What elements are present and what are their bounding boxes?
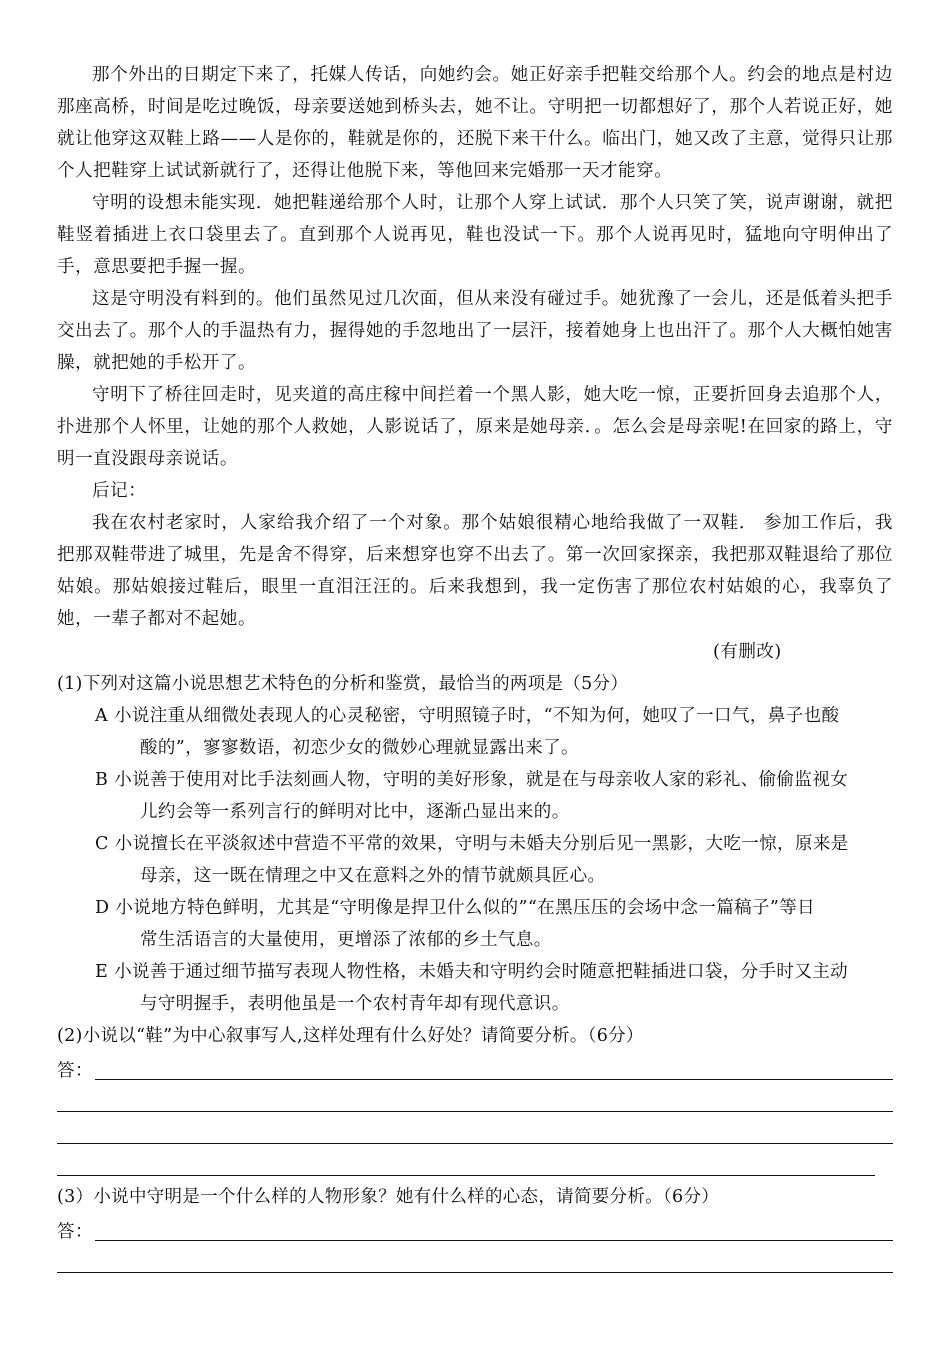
story-paragraph-2: 守明的设想未能实现．她把鞋递给那个人时，让那个人穿上试试．那个人只笑了笑，说声谢谢，就把鞋竖着插进上衣口袋里去了。直到那个人说再见，鞋也没试一下。那个人说再见时，猛地向守明伸出了手，意思要把手握一握。 (57, 193, 893, 277)
afterword-heading: 后记： (92, 481, 147, 501)
question-2-answer-line-1[interactable] (95, 1079, 893, 1080)
question-2-answer-label: 答： (57, 1061, 93, 1081)
option-e (95, 956, 893, 1020)
option-b-line-2: 儿约会等一系列言行的鲜明对比中，逐渐凸显出来的。 (140, 802, 570, 822)
option-c-line-1: C 小说擅长在平淡叙述中营造不平常的效果，守明与未婚夫分别后见一黑影，大吃一惊，原来是 (95, 834, 849, 854)
option-c (95, 828, 893, 892)
option-a (95, 700, 893, 764)
option-d-line-1: D 小说地方特色鲜明，尤其是“守明像是捍卫什么似的”“在黑压压的会场中念一篇稿子”等日 (95, 898, 816, 918)
question-2-stem: (2)小说以“鞋”为中心叙事写人,这样处理有什么好处？请简要分析。（6分） (57, 1026, 644, 1046)
option-b-line-1: B 小说善于使用对比手法刻画人物，守明的美好形象，就是在与母亲收人家的彩礼、偷偷监视女 (95, 770, 849, 790)
question-2-answer-line-3[interactable] (57, 1143, 893, 1144)
option-b (95, 764, 893, 828)
source-note: (有删改) (713, 642, 782, 662)
question-2-answer-line-2[interactable] (57, 1111, 893, 1112)
question-1-stem: (1)下列对这篇小说思想艺术特色的分析和鉴赏，最恰当的两项是（5分） (57, 674, 629, 694)
option-d (95, 892, 893, 956)
story-paragraph-1: 那个外出的日期定下来了，托媒人传话，向她约会。她正好亲手把鞋交给那个人。约会的地点是村边那座高桥，时间是吃过晚饭，母亲要送她到桥头去，她不让。守明把一切都想好了，那个人若说正好，她就让他穿这双鞋上路——人是你的，鞋就是你的，还脱下来干什么。临出门，她又改了主意，觉得只让那个人把鞋穿上试试新就行了，还得让他脱下来，等他回来完婚那一天才能穿。 (57, 65, 893, 181)
story-paragraph-4: 守明下了桥往回走时，见夹道的高庄稼中间拦着一个黑人影，她大吃一惊，正要折回身去追那个人，扑进那个人怀里，让她的那个人救她，人影说话了，原来是她母亲．。怎么会是母亲呢!在回家的路上，守明一直没跟母亲说话。 (57, 385, 893, 469)
option-a-line-1: A 小说注重从细微处表现人的心灵秘密，守明照镜子时，“不知为何，她叹了一口气，鼻子也酸 (95, 706, 840, 726)
option-a-line-2: 酸的”，寥寥数语，初恋少女的微妙心理就显露出来了。 (140, 738, 579, 758)
option-e-line-2: 与守明握手，表明他虽是一个农村青年却有现代意识。 (140, 994, 570, 1014)
afterword-paragraph: 我在农村老家时，人家给我介绍了一个对象。那个姑娘很精心地给我做了一双鞋． 参加工作后，我把那双鞋带进了城里，先是舍不得穿，后来想穿也穿不出去了。第一次回家探亲，我把那双鞋退给了那位姑娘。那姑娘接过鞋后，眼里一直泪汪汪的。后来我想到，我一定伤害了那位农村姑娘的心，我辜负了她，一辈子都对不起她。 (57, 513, 893, 629)
option-c-line-2: 母亲，这一既在情理之中又在意料之外的情节就颇具匠心。 (140, 866, 606, 886)
question-3-stem: (3）小说中守明是一个什么样的人物形象？她有什么样的心态，请简要分析。（6分） (57, 1187, 720, 1207)
question-2-answer-line-4[interactable] (57, 1175, 875, 1176)
option-e-line-1: E 小说善于通过细节描写表现人物性格，未婚夫和守明约会时随意把鞋插进口袋，分手时又主动 (95, 962, 849, 982)
question-3-answer-label: 答： (57, 1222, 93, 1242)
option-d-line-2: 常生活语言的大量使用，更增添了浓郁的乡土气息。 (140, 930, 552, 950)
question-3-answer-line-1[interactable] (95, 1240, 893, 1241)
story-paragraph-3: 这是守明没有料到的。他们虽然见过几次面，但从来没有碰过手。她犹豫了一会儿，还是低着头把手交出去了。那个人的手温热有力，握得她的手忽地出了一层汗，接着她身上也出汗了。那个人大概怕她害臊，就把她的手松开了。 (57, 289, 893, 373)
question-3-answer-line-2[interactable] (57, 1272, 893, 1273)
